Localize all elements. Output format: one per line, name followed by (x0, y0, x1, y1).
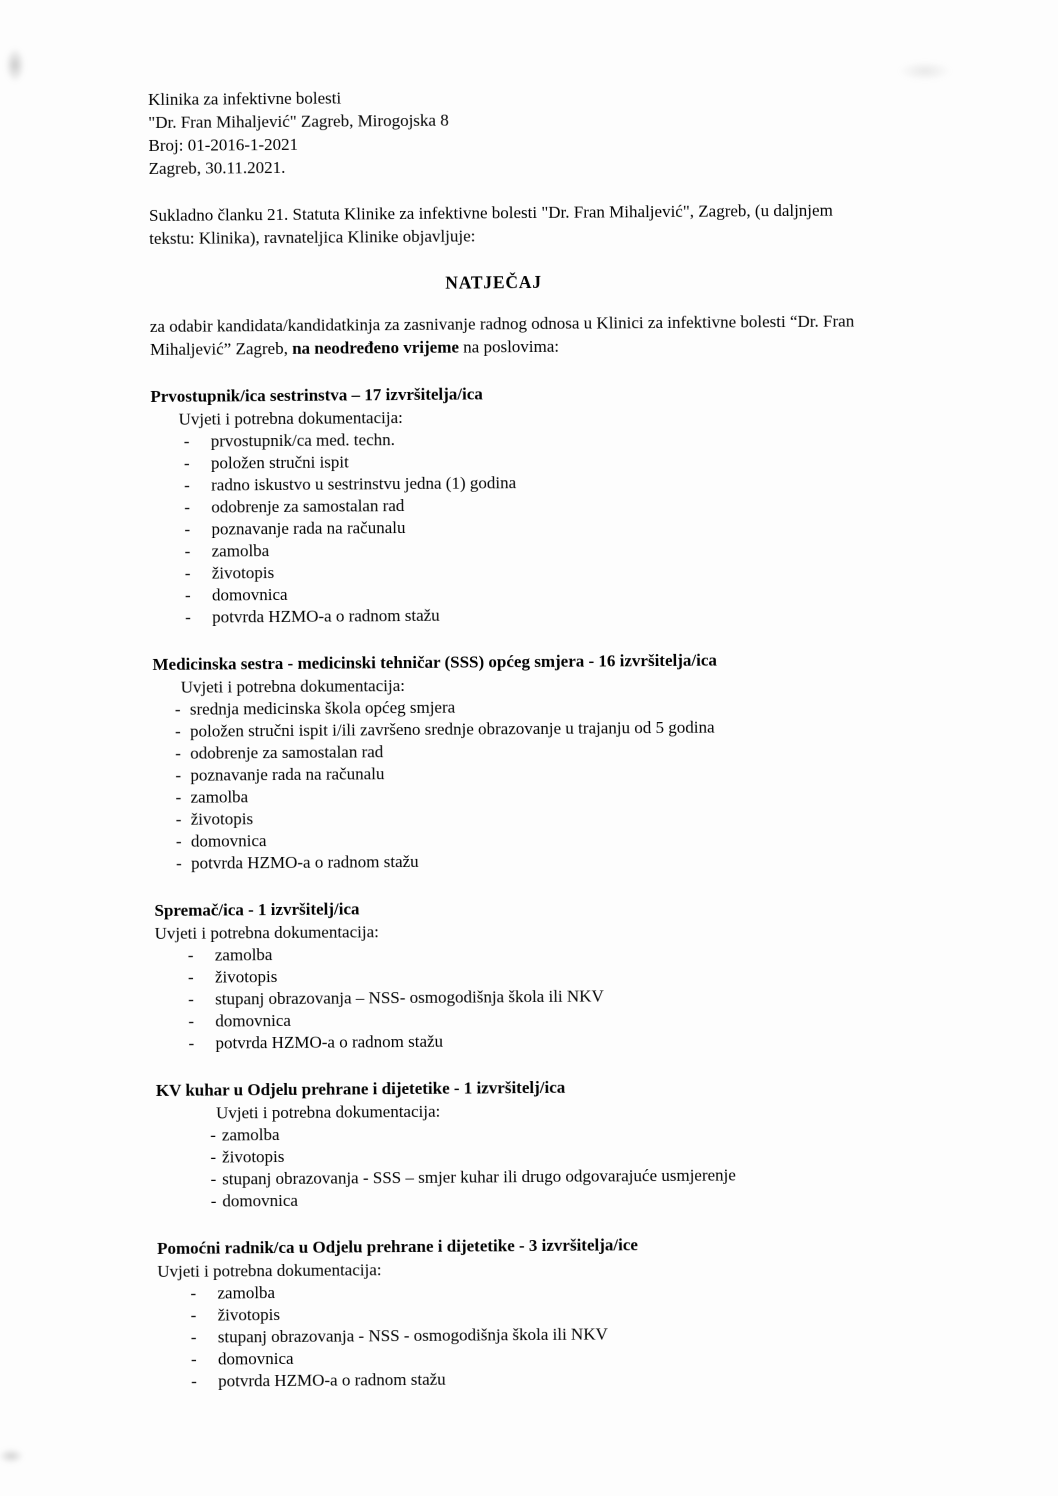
requirements-label: Uvjeti i potrebna dokumentacija: (157, 1260, 382, 1281)
dash-bullet: - (184, 585, 191, 605)
requirement-text: životopis (190, 809, 254, 829)
dash-bullet: - (175, 765, 182, 785)
job-title: KV kuhar u Odjelu prehrane i dijetetike - 1 izvršitelj/ica (155, 1077, 566, 1100)
letterhead-address: "Dr. Fran Mihaljević" Zagreb, Mirogojska 8 (148, 110, 449, 132)
requirements-list (151, 424, 998, 629)
requirements-label: Uvjeti i potrebna dokumentacija: (154, 922, 379, 943)
job-title: Spremač/ica - 1 izvršitelj/ica (154, 899, 360, 920)
requirement-text: domovnica (222, 1190, 299, 1211)
requirement-text: prvostupnik/ca med. techn. (210, 430, 395, 451)
requirements-label: Uvjeti i potrebna dokumentacija: (215, 1101, 441, 1123)
requirement-text: poznavanje rada na računalu (211, 517, 406, 539)
job-sections (150, 378, 1003, 1393)
intro-paragraph (149, 197, 994, 250)
dash-bullet: - (210, 1191, 217, 1211)
dash-bullet: - (183, 453, 190, 473)
requirements-list (157, 1276, 1003, 1393)
employment-term-bold: na neodređeno vrijeme (292, 337, 460, 358)
dash-bullet: - (185, 607, 191, 627)
subject-line-1: za odabir kandidata/kandidatkinja za zasnivanje radnog odnosa u Klinici za infektivne bolesti “Dr. Fran (149, 311, 855, 336)
job-section (156, 1072, 1002, 1213)
requirement-text: životopis (211, 563, 275, 583)
requirements-label: Uvjeti i potrebna dokumentacija: (178, 408, 403, 429)
scan-smudge-top-right (890, 58, 960, 84)
letterhead-date: Zagreb, 30.11.2021. (148, 157, 286, 178)
letterhead-institution: Klinika za infektivne bolesti (148, 88, 342, 109)
requirements-list (155, 938, 1001, 1055)
dash-bullet: - (190, 1305, 197, 1325)
job-section (150, 378, 997, 629)
subject-line-2-pre: Mihaljević” Zagreb, (149, 338, 293, 359)
job-section (157, 1230, 1003, 1393)
subject-line-2-post: na poslovima: (458, 336, 560, 357)
dash-bullet: - (188, 989, 194, 1009)
job-title: Medicinska sestra - medicinski tehničar (SSS) općeg smjera - 16 izvršitelja/ica (152, 650, 717, 674)
dash-bullet: - (188, 1033, 195, 1053)
requirement-text: potvrda HZMO-a o radnom stažu (215, 1031, 444, 1053)
dash-bullet: - (184, 541, 191, 561)
dash-bullet: - (190, 1327, 197, 1347)
letterhead (148, 81, 994, 180)
dash-bullet: - (210, 1169, 217, 1189)
dash-bullet: - (175, 787, 182, 807)
requirement-text: životopis (214, 967, 278, 987)
dash-bullet: - (184, 519, 191, 539)
job-section (154, 892, 1000, 1055)
intro-line-2: tekstu: Klinika), ravnateljica Klinike objavljuje: (149, 226, 476, 248)
job-title: Pomoćni radnik/ca u Odjelu prehrane i dijetetike - 3 izvršitelja/ice (157, 1235, 639, 1258)
dash-bullet: - (176, 853, 182, 873)
requirement-text: položen stručni ispit (210, 452, 349, 473)
requirement-text: stupanj obrazovanja - SSS – smjer kuhar ili drugo odgovarajuće usmjerenje (222, 1165, 736, 1189)
requirement-text: srednja medicinska škola općeg smjera (189, 697, 456, 719)
requirement-text: položen stručni ispit i/ili završeno srednje obrazovanje u trajanju od 5 godina (189, 717, 715, 741)
requirement-text: potvrda HZMO-a o radnom stažu (218, 1369, 446, 1391)
dash-bullet: - (174, 721, 181, 741)
document-title: NATJEČAJ (445, 271, 542, 293)
requirement-text: zamolba (217, 1283, 276, 1303)
requirements-list (156, 1118, 1002, 1213)
requirement-text: domovnica (217, 1348, 294, 1369)
requirement-text: odobrenje za samostalan rad (211, 495, 405, 517)
subject-line-2 (150, 337, 559, 359)
dash-bullet: - (187, 945, 194, 965)
dash-bullet: - (210, 1147, 217, 1167)
dash-bullet: - (188, 1011, 195, 1031)
dash-bullet: - (191, 1371, 197, 1391)
requirement-text: domovnica (190, 831, 267, 851)
scan-smudge-bottom-left (0, 1446, 28, 1466)
requirement-text: poznavanje rada na računalu (190, 764, 385, 785)
requirement-text: odobrenje za samostalan rad (190, 742, 384, 763)
dash-bullet: - (190, 1349, 197, 1369)
requirement-text: zamolba (221, 1124, 280, 1145)
requirement-text: zamolba (211, 541, 270, 561)
requirement-text: potvrda HZMO-a o radnom stažu (191, 851, 419, 873)
requirement-text: zamolba (214, 945, 273, 965)
requirement-text: radno iskustvo u sestrinstvu jedna (1) godina (211, 473, 517, 495)
requirement-text: životopis (221, 1146, 285, 1167)
requirement-text: domovnica (211, 584, 288, 605)
job-title: Prvostupnik/ica sestrinstva – 17 izvršitelja/ica (150, 384, 483, 406)
requirement-text: životopis (217, 1305, 281, 1325)
requirement-text: stupanj obrazovanja – NSS- osmogodišnja škola ili NKV (215, 986, 604, 1009)
letterhead-reference-number: Broj: 01-2016-1-2021 (148, 134, 299, 155)
dash-bullet: - (190, 1283, 197, 1303)
dash-bullet: - (187, 967, 194, 987)
job-section (152, 646, 999, 875)
subject-paragraph (150, 308, 995, 361)
requirements-label: Uvjeti i potrebna dokumentacija: (180, 676, 406, 697)
requirement-text: potvrda HZMO-a o radnom stažu (212, 605, 440, 627)
dash-bullet: - (184, 497, 191, 517)
document-content (148, 81, 1003, 1393)
dash-bullet: - (175, 831, 182, 851)
dash-bullet: - (210, 1125, 216, 1145)
requirement-text: zamolba (190, 787, 249, 807)
dash-bullet: - (184, 475, 190, 495)
scan-smudge-top-left (2, 42, 28, 88)
requirement-text: stupanj obrazovanja - NSS - osmogodišnja škola ili NKV (217, 1324, 608, 1347)
dash-bullet: - (175, 809, 182, 829)
intro-line-1: Sukladno članku 21. Statuta Klinike za infektivne bolesti "Dr. Fran Mihaljević", Zagreb, (u daljnjem (148, 200, 833, 225)
dash-bullet: - (184, 563, 191, 583)
dash-bullet: - (183, 431, 190, 451)
dash-bullet: - (175, 743, 181, 763)
requirements-list (153, 692, 999, 875)
dash-bullet: - (174, 699, 181, 719)
requirement-text: domovnica (215, 1010, 291, 1031)
